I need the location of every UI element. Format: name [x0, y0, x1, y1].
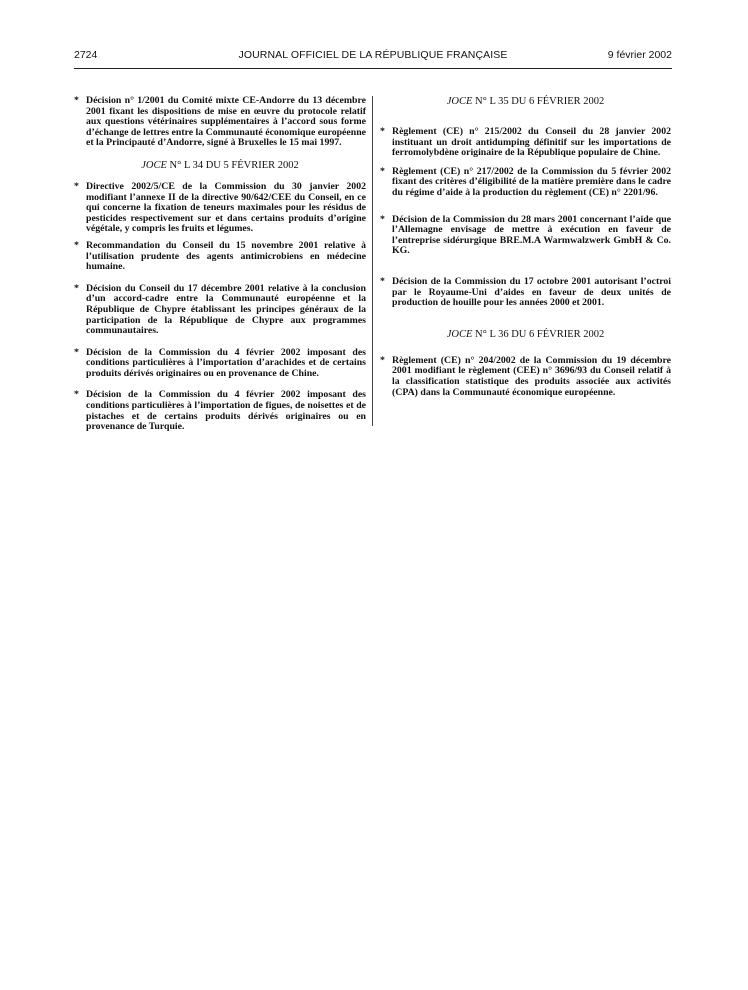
- journal-title: JOURNAL OFFICIEL DE LA RÉPUBLIQUE FRANÇAISE: [238, 49, 508, 61]
- entry-text: Décision du Conseil du 17 décembre 2001 relative à la conclusion d’un accord-cadre entre la Communauté européenne et la République de Chypre établissant les principes généraux de la participation de la République de Chypre aux programmes communautaires.: [86, 282, 366, 337]
- joce-section-heading: [380, 96, 671, 107]
- joce-section-heading: [74, 160, 366, 171]
- page-number: 2724: [74, 49, 98, 61]
- bullet-star: *: [74, 239, 79, 251]
- entry-text: Recommandation du Conseil du 15 novembre 2001 relative à l’utilisation prudente des agents antimicrobiens en médecine humaine.: [86, 239, 366, 273]
- bullet-star: *: [380, 213, 385, 225]
- entry-text: Directive 2002/5/CE de la Commission du 30 janvier 2002 modifiant l’annexe II de la directive 90/642/CEE du Conseil, en ce qui concerne la fixation de teneurs maximales pour les résidus de pesticides respectivement sur et dans certains produits d’origine végétale, y compris les fruits et légumes.: [86, 180, 366, 235]
- joce-section-heading: [380, 329, 671, 340]
- column-divider: [372, 96, 373, 426]
- right-column: [380, 96, 671, 398]
- entry-item: [74, 284, 366, 337]
- joce-label: JOCE: [446, 328, 473, 340]
- entry-text: Décision de la Commission du 17 octobre 2001 autorisant l’octroi par le Royaume-Uni d’aides en faveur de deux unités de production de houille pour les années 2000 et 2001.: [392, 275, 671, 309]
- entry-item: [74, 348, 366, 380]
- entry-item: [380, 127, 671, 159]
- bullet-star: *: [74, 282, 79, 294]
- joce-issue: N° L 36 DU 6 FÉVRIER 2002: [472, 328, 605, 340]
- entry-text: Décision de la Commission du 4 février 2002 imposant des conditions particulières à l’importation d’arachides et de certains produits dérivés originaires ou en provenance de Chine.: [86, 346, 366, 379]
- left-column: [74, 96, 366, 433]
- header-rule: [74, 68, 672, 69]
- joce-issue: N° L 35 DU 6 FÉVRIER 2002: [472, 96, 605, 107]
- bullet-star: *: [74, 346, 79, 358]
- entry-text: Décision n° 1/2001 du Comité mixte CE-Andorre du 13 décembre 2001 fixant les dispositions de mise en œuvre du protocole relatif aux questions vétérinaires supplémentaires à l’accord sous forme d’échange de lettres entre la Communauté économique européenne et la Principauté d’Andorre, signé à Bruxelles le 15 mai 1997.: [86, 95, 366, 149]
- entry-item: [74, 241, 366, 273]
- entry-item: [380, 167, 671, 199]
- bullet-star: *: [380, 165, 385, 177]
- entry-text: Décision de la Commission du 4 février 2002 imposant des conditions particulières à l’importation de figues, de noisettes et de pistaches et de certains produits dérivés originaires ou en provenance de Turquie.: [86, 389, 366, 433]
- entry-text: Règlement (CE) n° 215/2002 du Conseil du 28 janvier 2002 instituant un droit antidumping définitif sur les importations de ferromolybdène originaire de la République populaire de Chine.: [392, 126, 671, 159]
- joce-label: JOCE: [446, 96, 473, 107]
- entry-item: [74, 390, 366, 432]
- entry-text: Règlement (CE) n° 204/2002 de la Commission du 19 décembre 2001 modifiant le règlement (CEE) n° 3696/93 du Conseil relatif à la classification statistique des produits associée aux activités (CPA) dans la Communauté économique européenne.: [392, 354, 671, 398]
- joce-label: JOCE: [141, 159, 167, 171]
- entry-text: Décision de la Commission du 28 mars 2001 concernant l’aide que l’Allemagne envisage de mettre à exécution en faveur de l’entreprise sidérurgique BRE.M.A Warmwalzwerk GmbH & Co. KG.: [392, 213, 671, 257]
- entry-item: [380, 277, 671, 309]
- joce-issue: N° L 34 DU 5 FÉVRIER 2002: [166, 159, 299, 171]
- publication-date: 9 février 2002: [607, 49, 672, 61]
- page-header: [74, 49, 672, 65]
- bullet-star: *: [380, 126, 385, 137]
- entry-item: [380, 215, 671, 257]
- entry-item: [380, 356, 671, 398]
- bullet-star: *: [74, 95, 79, 106]
- bullet-star: *: [380, 354, 385, 366]
- entry-item: [74, 96, 366, 149]
- bullet-star: *: [74, 180, 79, 192]
- entry-text: Règlement (CE) n° 217/2002 de la Commission du 5 février 2002 fixant des critères d’éligibilité de la matière première dans le cadre du régime d’aide à la production du règlement (CE) n° 2201/96.: [392, 165, 671, 198]
- entry-item: [74, 182, 366, 235]
- bullet-star: *: [380, 275, 385, 287]
- bullet-star: *: [74, 389, 79, 401]
